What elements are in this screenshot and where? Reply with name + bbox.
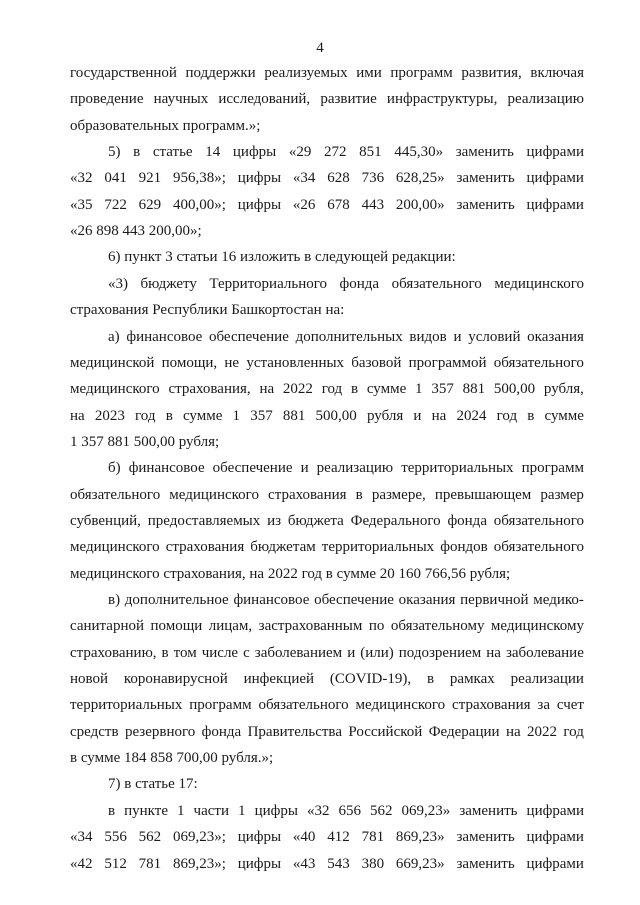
- word: на: [505, 724, 521, 740]
- word: фонда: [447, 513, 487, 529]
- word: 14: [205, 144, 221, 160]
- word: пункте: [124, 803, 168, 819]
- word: страхования: [452, 697, 531, 713]
- text-line-l26: [70, 722, 584, 742]
- word: в: [133, 144, 141, 160]
- word: обязательного: [493, 539, 584, 555]
- word: обязательному: [390, 618, 485, 634]
- text-line-l15: 1 357 881 500,00 рубля;: [70, 434, 220, 450]
- word: медицинского: [70, 539, 160, 555]
- word: 881: [282, 408, 306, 424]
- word: 556: [104, 829, 127, 845]
- word: научных: [153, 91, 209, 107]
- word: из: [267, 513, 282, 529]
- word: рубля: [366, 408, 404, 424]
- word: финансовое: [128, 460, 205, 476]
- word: 500,00: [493, 381, 536, 397]
- word: 1: [238, 803, 246, 819]
- word: 069,23»: [401, 803, 451, 819]
- word: Территориального: [209, 276, 328, 292]
- word: установленных: [246, 355, 345, 371]
- word: части: [193, 803, 229, 819]
- word: «34: [292, 170, 316, 186]
- word: год: [321, 381, 343, 397]
- word: фонда: [201, 724, 242, 740]
- word: страхования: [268, 487, 347, 503]
- text-line-l20: медицинского страхования, на 2022 год в сумме 20 160 766,56 рубля;: [70, 566, 511, 582]
- word: медицинского: [494, 276, 584, 292]
- word: размер: [540, 487, 584, 503]
- word: 1: [232, 408, 241, 424]
- word: в: [108, 803, 116, 819]
- word: (или): [360, 645, 394, 661]
- word: сумме: [544, 408, 584, 424]
- text-line-l25: [70, 695, 584, 715]
- word: 562: [370, 803, 393, 819]
- word: дополнительных: [295, 329, 403, 345]
- word: в): [108, 592, 121, 608]
- word: 069,23»;: [172, 829, 226, 845]
- word: реализуемых: [264, 65, 348, 81]
- text-line-l29: [70, 801, 584, 821]
- word: Российской: [348, 724, 423, 740]
- word: обязательного: [70, 487, 161, 503]
- word: включая: [530, 65, 584, 81]
- word: бюджета: [287, 513, 344, 529]
- word: превышающем: [434, 487, 532, 503]
- word: 781: [138, 856, 162, 872]
- word: условий: [468, 329, 521, 345]
- text-line-l08: 6) пункт 3 статьи 16 изложить в следующей редакции:: [108, 249, 456, 265]
- word: 445,30»: [394, 144, 444, 160]
- text-line-l06: [70, 195, 584, 215]
- word: 200,00»: [395, 197, 445, 213]
- word: «32: [70, 170, 93, 186]
- word: заменить: [459, 803, 518, 819]
- word: «34: [70, 829, 93, 845]
- word: 5): [108, 144, 121, 160]
- word: 1: [177, 803, 185, 819]
- word: обеспечение: [314, 592, 394, 608]
- word: 2024: [456, 408, 487, 424]
- text-line-l17: [70, 485, 584, 505]
- text-line-l30: [70, 827, 584, 847]
- text-line-l23: [70, 643, 584, 663]
- word: финансовое: [233, 592, 310, 608]
- text-line-l16: [70, 458, 584, 478]
- word: на: [486, 645, 501, 661]
- word: цифры: [237, 197, 282, 213]
- word: реализацию: [507, 91, 584, 107]
- word: видов: [409, 329, 447, 345]
- word: лицам,: [208, 618, 253, 634]
- word: обеспечение: [212, 460, 293, 476]
- word: исследований,: [218, 91, 311, 107]
- text-line-l22: [70, 616, 584, 636]
- word: коронавирусной: [123, 671, 228, 687]
- word: развития,: [461, 65, 522, 81]
- word: дополнительное: [124, 592, 229, 608]
- word: 881: [462, 381, 486, 397]
- word: заменить: [456, 829, 515, 845]
- word: программ: [390, 65, 453, 81]
- text-line-l12: [70, 353, 584, 373]
- word: программ: [189, 697, 252, 713]
- word: 722: [104, 197, 127, 213]
- word: новой: [70, 671, 109, 687]
- word: цифрами: [526, 197, 584, 213]
- text-line-l04: [70, 142, 584, 162]
- word: 412: [327, 829, 350, 845]
- word: территориальных: [70, 697, 183, 713]
- word: с: [243, 645, 250, 661]
- word: медицинского: [70, 381, 160, 397]
- word: первичной: [460, 592, 529, 608]
- word: в: [350, 381, 359, 397]
- word: цифры: [232, 144, 277, 160]
- word: программ: [521, 460, 584, 476]
- word: в: [161, 645, 169, 661]
- text-line-l14: [70, 406, 584, 426]
- word: на: [70, 408, 85, 424]
- word: ими: [356, 65, 382, 81]
- word: статье: [152, 144, 193, 160]
- word: в: [355, 487, 363, 503]
- word: резервного: [124, 724, 196, 740]
- word: Федерации: [428, 724, 500, 740]
- word: на: [259, 381, 275, 397]
- word: 443: [361, 197, 385, 213]
- word: финансовое: [126, 329, 203, 345]
- word: 357: [250, 408, 273, 424]
- word: фонда: [339, 276, 380, 292]
- word: программой: [408, 355, 487, 371]
- word: размере,: [371, 487, 426, 503]
- word: «3): [108, 276, 128, 292]
- word: подозрением: [398, 645, 482, 661]
- word: и: [347, 645, 356, 661]
- word: реализацию: [316, 460, 394, 476]
- word: (COVID-19),: [329, 671, 412, 687]
- word: 2023: [94, 408, 125, 424]
- word: застрахованным: [258, 618, 363, 634]
- word: медицинского: [169, 487, 259, 503]
- text-line-l09: [70, 274, 584, 294]
- word: фондов: [440, 539, 488, 555]
- word: цифры: [237, 170, 282, 186]
- word: заболевание: [505, 645, 584, 661]
- word: 851: [359, 144, 382, 160]
- text-line-l27: в сумме 184 858 700,00 рубля.»;: [70, 750, 274, 766]
- word: поддержки: [185, 65, 256, 81]
- word: оказания: [398, 592, 456, 608]
- word: по: [368, 618, 385, 634]
- word: в: [426, 671, 435, 687]
- text-line-l11: [70, 327, 584, 347]
- word: цифрами: [526, 144, 584, 160]
- word: медицинской: [70, 355, 155, 371]
- text-line-l07: «26 898 443 200,00»;: [70, 223, 202, 239]
- word: обязательного: [493, 355, 584, 371]
- word: 562: [138, 829, 162, 845]
- word: счет: [556, 697, 584, 713]
- word: и: [413, 408, 422, 424]
- word: субвенций,: [70, 513, 141, 529]
- word: цифры: [237, 829, 282, 845]
- word: 628,25»: [395, 170, 445, 186]
- word: 357: [431, 381, 454, 397]
- word: «32: [306, 803, 330, 819]
- word: цифрами: [526, 803, 584, 819]
- word: 956,38»;: [172, 170, 226, 186]
- word: государственной: [70, 65, 177, 81]
- word: обеспечение: [209, 329, 289, 345]
- word: год: [496, 408, 518, 424]
- word: 869,23»;: [172, 856, 226, 872]
- word: бюджетам: [250, 539, 316, 555]
- word: рубля,: [543, 381, 584, 397]
- word: «40: [292, 829, 316, 845]
- word: бюджету: [140, 276, 197, 292]
- text-line-l05: [70, 168, 584, 188]
- word: 736: [361, 170, 385, 186]
- page-number: 4: [316, 40, 324, 56]
- word: 678: [327, 197, 350, 213]
- word: и: [453, 329, 462, 345]
- word: за: [537, 697, 550, 713]
- word: 669,23»: [395, 856, 445, 872]
- word: цифрами: [526, 829, 584, 845]
- word: цифрами: [526, 856, 584, 872]
- word: 2022: [527, 724, 558, 740]
- text-line-l18: [70, 511, 584, 531]
- text-line-l31: [70, 854, 584, 874]
- word: медицинскому: [490, 618, 584, 634]
- text-line-l21: [70, 590, 584, 610]
- word: территориальных: [321, 539, 435, 555]
- word: «29: [288, 144, 312, 160]
- word: а): [108, 329, 120, 345]
- text-line-l28: 7) в статье 17:: [108, 776, 198, 792]
- word: 512: [104, 856, 127, 872]
- text-line-l10: страхования Республики Башкортостан на:: [70, 302, 345, 318]
- word: 629: [138, 197, 162, 213]
- word: 656: [338, 803, 361, 819]
- word: 628: [327, 170, 350, 186]
- word: Федерального: [350, 513, 441, 529]
- word: оказания: [527, 329, 584, 345]
- word: обязательного: [493, 513, 584, 529]
- word: «35: [70, 197, 93, 213]
- word: рамках: [449, 671, 495, 687]
- word: год: [135, 408, 156, 424]
- word: 272: [324, 144, 347, 160]
- word: на: [431, 408, 447, 424]
- word: Правительства: [247, 724, 342, 740]
- word: страхования,: [168, 381, 251, 397]
- word: обязательного: [391, 276, 482, 292]
- word: заменить: [455, 144, 514, 160]
- word: в: [165, 408, 173, 424]
- word: медико-: [533, 592, 584, 608]
- word: сумме: [182, 408, 223, 424]
- word: 781: [361, 829, 385, 845]
- word: заменить: [456, 197, 515, 213]
- word: 2022: [282, 381, 313, 397]
- word: год: [563, 724, 584, 740]
- word: 400,00»;: [172, 197, 226, 213]
- word: «43: [292, 856, 316, 872]
- word: б): [108, 460, 121, 476]
- word: заболеванием: [254, 645, 343, 661]
- word: проведение: [70, 91, 144, 107]
- text-line-l24: [70, 669, 584, 689]
- word: 1: [415, 381, 423, 397]
- word: предоставляемых: [147, 513, 261, 529]
- word: реализации: [510, 671, 584, 687]
- word: в: [527, 408, 535, 424]
- word: 869,23»: [395, 829, 445, 845]
- text-line-l02: [70, 89, 584, 109]
- word: цифрами: [526, 170, 584, 186]
- word: 543: [327, 856, 350, 872]
- word: страхованию,: [70, 645, 157, 661]
- word: «42: [70, 856, 93, 872]
- word: санитарной: [70, 618, 145, 634]
- word: «26: [292, 197, 316, 213]
- word: цифры: [237, 856, 282, 872]
- word: 921: [138, 170, 162, 186]
- word: 041: [104, 170, 127, 186]
- word: развитие: [320, 91, 377, 107]
- word: и: [300, 460, 309, 476]
- word: страхования: [165, 539, 245, 555]
- word: базовой: [351, 355, 402, 371]
- text-line-l01: [70, 63, 584, 83]
- word: не: [224, 355, 240, 371]
- word: 380: [361, 856, 385, 872]
- word: помощи,: [161, 355, 218, 371]
- word: инфекцией: [243, 671, 315, 687]
- word: помощи: [150, 618, 203, 634]
- word: цифры: [254, 803, 298, 819]
- word: 500,00: [315, 408, 357, 424]
- word: средств: [70, 724, 119, 740]
- word: медицинского: [355, 697, 446, 713]
- text-line-l03: образовательных программ.»;: [70, 118, 261, 134]
- word: обязательного: [258, 697, 349, 713]
- word: сумме: [366, 381, 407, 397]
- text-line-l13: [70, 379, 584, 399]
- word: том: [173, 645, 197, 661]
- word: заменить: [456, 856, 515, 872]
- word: числе: [201, 645, 239, 661]
- text-line-l19: [70, 537, 584, 557]
- word: инфраструктуры,: [386, 91, 498, 107]
- word: территориальных: [401, 460, 514, 476]
- word: заменить: [456, 170, 515, 186]
